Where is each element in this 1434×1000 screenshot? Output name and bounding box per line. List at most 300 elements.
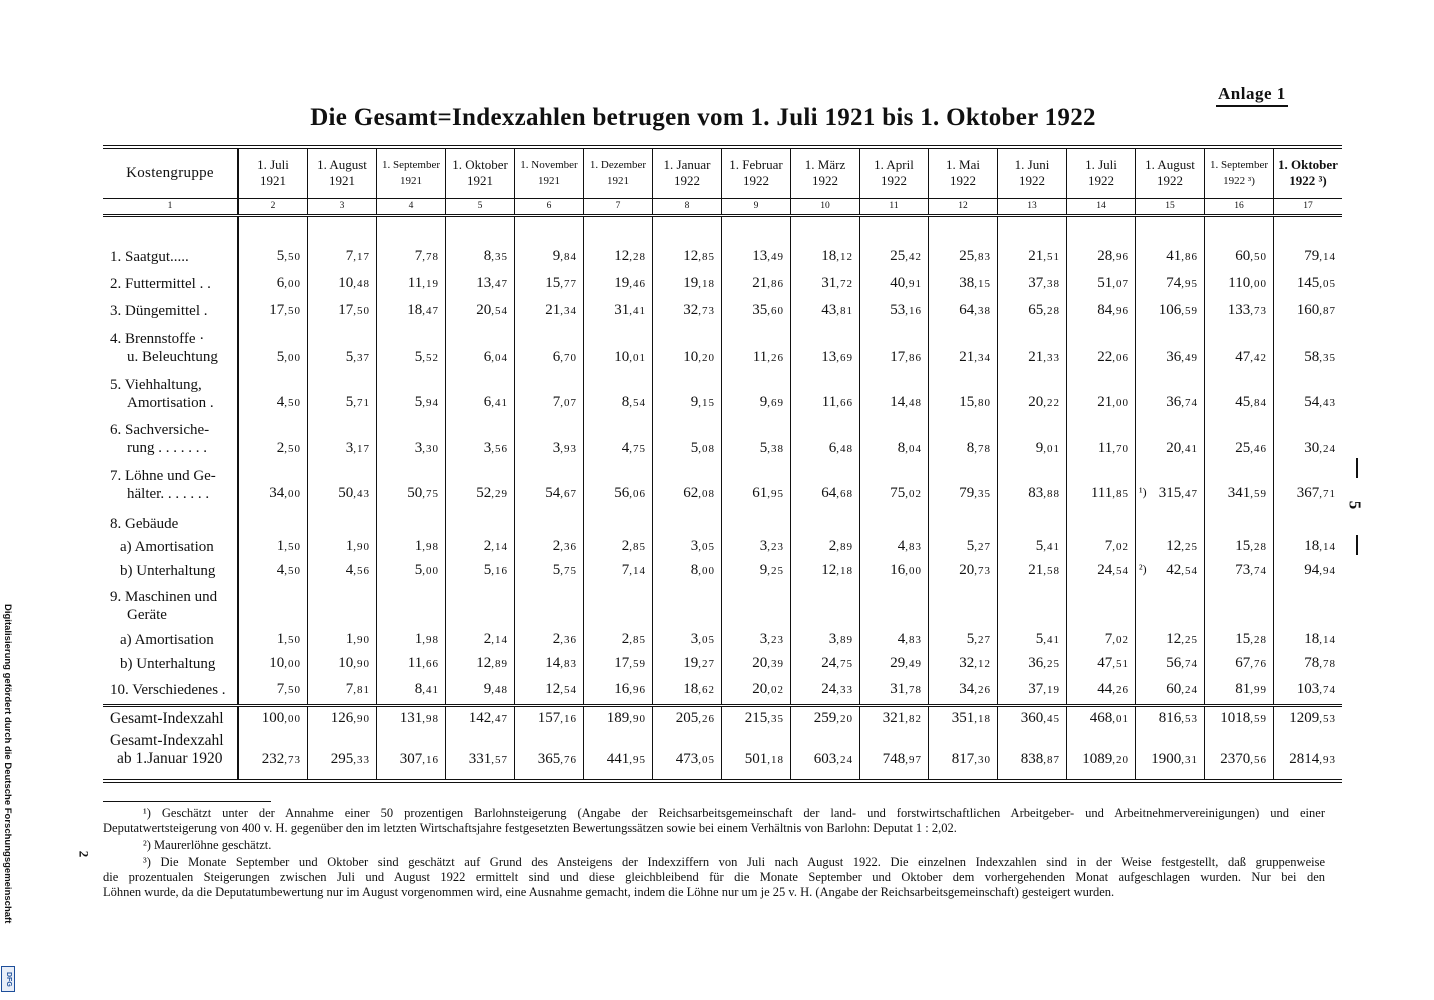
- value: [407, 485, 439, 501]
- value-cell: [1067, 535, 1136, 558]
- column-number: 13: [998, 198, 1067, 215]
- value-decimal: ,58: [1043, 565, 1060, 577]
- value-integer: 205: [675, 710, 699, 727]
- value: [691, 394, 715, 410]
- empty-cell: [1067, 507, 1136, 535]
- value-cell: [791, 416, 860, 462]
- value-integer: 12: [821, 562, 837, 578]
- value-cell: [1274, 297, 1343, 324]
- value-integer: 50: [338, 485, 354, 501]
- value-decimal: ,85: [1112, 488, 1129, 500]
- value-decimal: ,30: [422, 443, 439, 455]
- value-decimal: ,29: [491, 488, 508, 500]
- value-cell: [1136, 297, 1205, 324]
- value-integer: 24: [1097, 562, 1113, 578]
- value: [545, 681, 577, 697]
- value-decimal: ,38: [1043, 278, 1060, 290]
- value-integer: 54: [1304, 394, 1320, 410]
- value-decimal: ,33: [836, 684, 853, 697]
- footnote-line: Löhnen wurde, da die Deputatumbewertung nur im August vorgenommen wird, eine Ausnahme gemacht, indem die Löhne nur um je 25 v. H. (Angabe der Reichsarbeitsgemeinschaft) gesteigert wurden.: [103, 885, 1115, 899]
- value-decimal: ,98: [422, 541, 439, 553]
- value-decimal: ,28: [1043, 305, 1060, 317]
- value-decimal: ,07: [1112, 278, 1129, 290]
- value-integer: 62: [683, 485, 699, 501]
- value-integer: 2: [621, 538, 630, 554]
- value: [469, 710, 508, 726]
- value: [1151, 751, 1198, 767]
- value-integer: 6: [552, 349, 561, 365]
- value-decimal: ,20: [1112, 754, 1129, 766]
- value: [415, 248, 439, 264]
- value-decimal: ,23: [767, 541, 784, 553]
- value-integer: 24: [821, 655, 837, 671]
- column-header: [308, 147, 377, 198]
- value-decimal: ,73: [974, 565, 991, 577]
- value: [415, 562, 439, 578]
- value-cell: [1067, 731, 1136, 781]
- value-integer: 36: [1166, 349, 1182, 365]
- value-integer: 11: [752, 349, 768, 365]
- value: [553, 562, 577, 578]
- table-row: [103, 558, 1342, 583]
- value-cell: [998, 270, 1067, 297]
- value: [545, 485, 577, 501]
- value: [277, 538, 301, 554]
- value-decimal: ,27: [974, 634, 991, 646]
- value-decimal: ,83: [560, 658, 577, 670]
- value: [1228, 275, 1267, 291]
- column-year: 1921: [260, 173, 286, 189]
- value: [890, 248, 922, 264]
- value-integer: 5: [759, 440, 768, 456]
- value-cell: [1067, 651, 1136, 676]
- value: [1235, 440, 1267, 456]
- value: [752, 302, 784, 318]
- page-title: Die Gesamt=Indexzahlen betrugen vom 1. Juli 1921 bis 1. Oktober 1922: [310, 104, 1096, 131]
- value-decimal: ,18: [698, 278, 715, 290]
- value: [1166, 248, 1198, 264]
- value: [1091, 485, 1129, 501]
- column-date: 1. Mai: [946, 157, 980, 173]
- value: [415, 394, 439, 410]
- value: [890, 275, 922, 291]
- value-cell: [1205, 371, 1274, 416]
- value-cell: [308, 731, 377, 781]
- value-cell: [1205, 558, 1274, 583]
- value-integer: 31: [821, 275, 837, 291]
- value-cell: [1067, 270, 1136, 297]
- value-decimal: ,17: [353, 443, 370, 455]
- value-decimal: ,49: [1181, 352, 1198, 364]
- value-integer: 1: [345, 631, 354, 647]
- value: [1228, 302, 1267, 318]
- value: [469, 751, 508, 767]
- value: [545, 302, 577, 318]
- value: [262, 751, 301, 767]
- value-cell: [446, 416, 515, 462]
- value-integer: 1900: [1151, 751, 1182, 767]
- value: [883, 710, 922, 726]
- value-cell: [377, 676, 446, 705]
- value-decimal: ,24: [836, 754, 853, 766]
- value-decimal: ,89: [836, 634, 853, 646]
- value-cell: [1205, 297, 1274, 324]
- value-decimal: ,00: [284, 713, 301, 726]
- value-integer: 81: [1235, 681, 1251, 698]
- value-integer: 7: [1104, 631, 1113, 647]
- value-decimal: ,66: [422, 658, 439, 670]
- value-decimal: ,01: [629, 352, 646, 364]
- value: [1220, 751, 1267, 767]
- value: [821, 681, 853, 697]
- empty-cell: [929, 215, 998, 243]
- value-decimal: ,31: [1181, 754, 1198, 766]
- value-decimal: ,33: [1043, 352, 1060, 364]
- value-cell: [722, 243, 791, 270]
- footnotes: [103, 806, 1325, 900]
- column-date: 1. September: [381, 159, 441, 172]
- value-cell: [998, 731, 1067, 781]
- value: [484, 440, 508, 456]
- value-decimal: ,01: [1112, 713, 1129, 726]
- value-decimal: ,04: [491, 352, 508, 364]
- value-cell: [929, 371, 998, 416]
- table-row: [103, 731, 1342, 781]
- value-integer: 1089: [1082, 751, 1113, 767]
- value-integer: 3: [414, 440, 423, 456]
- value-integer: 7: [345, 248, 354, 264]
- value-cell: [1067, 243, 1136, 270]
- table-row: [103, 324, 1342, 371]
- value: [829, 631, 853, 647]
- value-integer: 47: [1097, 655, 1113, 671]
- value-decimal: ,66: [836, 397, 853, 409]
- value-integer: 10: [269, 655, 285, 671]
- table-row: [103, 243, 1342, 270]
- value-decimal: ,71: [353, 397, 370, 409]
- value-cell: [308, 558, 377, 583]
- value: [1304, 394, 1336, 410]
- value-integer: 31: [614, 302, 630, 318]
- empty-cell: [653, 583, 722, 628]
- value: [484, 349, 508, 365]
- value-cell: [238, 297, 308, 324]
- value-integer: 4: [276, 394, 285, 410]
- value-integer: 58: [1304, 349, 1320, 365]
- value-decimal: ,48: [491, 684, 508, 697]
- value-integer: 111: [1090, 485, 1113, 501]
- value: [890, 485, 922, 501]
- value-integer: 215: [744, 710, 768, 727]
- value-cell: [791, 462, 860, 507]
- value: [1297, 275, 1336, 291]
- column-date: 1. November: [520, 159, 578, 172]
- value: [277, 248, 301, 264]
- value-decimal: ,17: [353, 251, 370, 263]
- value-decimal: ,48: [905, 397, 922, 409]
- value-integer: 5: [483, 562, 492, 578]
- value-cell: [998, 243, 1067, 270]
- empty-cell: [446, 507, 515, 535]
- value-decimal: ,57: [491, 754, 508, 766]
- empty-cell: [1067, 215, 1136, 243]
- value-integer: 1: [414, 538, 423, 554]
- value-decimal: ,26: [1112, 684, 1129, 697]
- value: [1097, 349, 1129, 365]
- value: [959, 394, 991, 410]
- row-label-line: b) Unterhaltung: [120, 655, 216, 672]
- value-integer: 10: [338, 275, 354, 291]
- value-integer: 19: [614, 275, 630, 291]
- value-integer: 5: [1035, 631, 1044, 647]
- value-decimal: ,23: [767, 634, 784, 646]
- value-cell: [998, 535, 1067, 558]
- value-cell: [446, 535, 515, 558]
- value-decimal: ,47: [422, 305, 439, 317]
- value: [400, 710, 439, 726]
- value-cell: [722, 462, 791, 507]
- value-decimal: ,41: [1181, 443, 1198, 455]
- table-row: [103, 535, 1342, 558]
- value-decimal: ,70: [560, 352, 577, 364]
- value: [821, 275, 853, 291]
- value-cell: [377, 628, 446, 651]
- value: [1097, 655, 1129, 671]
- value: [752, 655, 784, 671]
- value-integer: 21: [1028, 248, 1044, 264]
- value: [1235, 394, 1267, 410]
- value-cell: [860, 651, 929, 676]
- value: [1304, 538, 1336, 554]
- value-integer: 37: [1028, 681, 1044, 698]
- appendix-label: Anlage 1: [1216, 84, 1288, 107]
- value-cell: [1274, 731, 1343, 781]
- value: [829, 440, 853, 456]
- value-cell: [238, 731, 308, 781]
- value-integer: 34: [959, 681, 975, 698]
- value-integer: 20: [752, 681, 768, 698]
- value-integer: 29: [890, 655, 906, 671]
- value: [890, 349, 922, 365]
- value: [538, 710, 577, 726]
- value-integer: 4: [897, 631, 906, 647]
- value-decimal: ,96: [1112, 305, 1129, 317]
- column-number: 9: [722, 198, 791, 215]
- value: [821, 485, 853, 501]
- value-cell: [238, 462, 308, 507]
- value: [683, 275, 715, 291]
- value: [898, 631, 922, 647]
- value-cell: [446, 270, 515, 297]
- value-decimal: ,95: [767, 488, 784, 500]
- value-cell: [584, 731, 653, 781]
- row-label-line: Amortisation .: [127, 394, 214, 411]
- value-decimal: ,50: [284, 541, 301, 553]
- value-integer: 2370: [1220, 751, 1251, 767]
- value-integer: 17: [614, 655, 630, 671]
- value-cell: [1205, 705, 1274, 731]
- value-decimal: ,50: [284, 684, 301, 697]
- value-cell: [653, 731, 722, 781]
- value-cell: [1136, 558, 1205, 583]
- value-integer: 12: [1166, 631, 1182, 647]
- empty-cell: [791, 215, 860, 243]
- value-decimal: ,14: [629, 565, 646, 577]
- value-integer: 2: [552, 538, 561, 554]
- value: [1220, 710, 1267, 726]
- value-integer: 10: [614, 349, 630, 365]
- value: [1159, 710, 1198, 726]
- value-decimal: ,52: [422, 352, 439, 364]
- value-cell: [515, 270, 584, 297]
- value-decimal: ,90: [629, 713, 646, 726]
- page-number-left: 2: [76, 850, 92, 858]
- value-cell: [377, 371, 446, 416]
- table-row: [103, 462, 1342, 507]
- value: [415, 631, 439, 647]
- value: [683, 681, 715, 697]
- value-cell: [308, 651, 377, 676]
- value-decimal: ,51: [1043, 251, 1060, 263]
- value: [553, 248, 577, 264]
- value-decimal: ,06: [629, 488, 646, 500]
- table-row: [103, 583, 1342, 628]
- value-decimal: ,19: [1043, 684, 1060, 697]
- value-cell: [722, 731, 791, 781]
- value-cell: [1205, 731, 1274, 781]
- value-cell: [722, 270, 791, 297]
- table-row: [103, 676, 1342, 705]
- value-integer: 365: [537, 751, 561, 767]
- value-integer: 37: [1028, 275, 1044, 291]
- value-decimal: ,83: [974, 251, 991, 263]
- value-decimal: ,62: [698, 684, 715, 697]
- value-integer: 603: [813, 751, 837, 767]
- row-label-line: 1. Saatgut.....: [110, 248, 189, 265]
- value: [622, 631, 646, 647]
- value: [890, 302, 922, 318]
- value-cell: [1274, 676, 1343, 705]
- value-decimal: ,83: [905, 634, 922, 646]
- value: [959, 655, 991, 671]
- column-year: 1922: [881, 173, 907, 189]
- column-number: 5: [446, 198, 515, 215]
- value-decimal: ,47: [491, 278, 508, 290]
- value-cell: [653, 705, 722, 731]
- value-integer: 4: [897, 538, 906, 554]
- value-cell: [1274, 628, 1343, 651]
- value-decimal: ,00: [1250, 278, 1267, 290]
- value-integer: 74: [1166, 275, 1182, 291]
- value-decimal: ,56: [491, 443, 508, 455]
- value-integer: 501: [744, 751, 768, 767]
- value-cell: [722, 324, 791, 371]
- value: [553, 349, 577, 365]
- value: [476, 655, 508, 671]
- value: [614, 248, 646, 264]
- value-decimal: ,16: [491, 565, 508, 577]
- value-integer: 13: [821, 349, 837, 365]
- value-integer: 315: [1158, 485, 1182, 501]
- value-integer: 36: [1028, 655, 1044, 671]
- empty-cell: [998, 215, 1067, 243]
- value-decimal: ,86: [1181, 251, 1198, 263]
- value-cell: [653, 651, 722, 676]
- value-integer: 15: [1235, 631, 1251, 647]
- value-integer: 11: [1097, 440, 1113, 456]
- value-integer: 75: [890, 485, 906, 501]
- value-decimal: ,46: [1250, 443, 1267, 455]
- value-decimal: ,74: [1181, 397, 1198, 409]
- value-cell: [515, 297, 584, 324]
- value-integer: 106: [1158, 302, 1182, 318]
- value-cell: [860, 628, 929, 651]
- value-cell: [1067, 371, 1136, 416]
- value-integer: 468: [1089, 710, 1113, 727]
- value-cell: [308, 243, 377, 270]
- value-decimal: ,98: [422, 713, 439, 726]
- value-decimal: ,18: [767, 754, 784, 766]
- value-decimal: ,24: [1181, 684, 1198, 697]
- footnote-marker: ¹): [1139, 485, 1147, 499]
- value-cell: [1136, 676, 1205, 705]
- value-decimal: ,86: [905, 352, 922, 364]
- value-decimal: ,59: [1181, 305, 1198, 317]
- row-label: [103, 705, 238, 731]
- column-year: 1921: [538, 175, 560, 188]
- value: [1235, 349, 1267, 365]
- row-label-line: 8. Gebäude: [110, 516, 179, 532]
- value-integer: 64: [821, 485, 837, 501]
- value: [269, 485, 301, 501]
- value: [1028, 485, 1060, 501]
- value-integer: 21: [1028, 349, 1044, 365]
- column-header: [722, 147, 791, 198]
- value-decimal: ,14: [1319, 541, 1336, 553]
- value: [760, 394, 784, 410]
- value-cell: [929, 243, 998, 270]
- value-decimal: ,28: [1250, 541, 1267, 553]
- value-integer: 4: [345, 562, 354, 578]
- table-row: [103, 371, 1342, 416]
- value: [1235, 248, 1267, 264]
- value: [683, 485, 715, 501]
- value: [952, 710, 991, 726]
- value-integer: 73: [1235, 562, 1251, 578]
- value-integer: 20: [476, 302, 492, 318]
- value-integer: 7: [1104, 538, 1113, 554]
- value-cell: [1205, 676, 1274, 705]
- value: [814, 751, 853, 767]
- empty-cell: [1136, 583, 1205, 628]
- value-decimal: ,16: [560, 713, 577, 726]
- value-cell: [1136, 324, 1205, 371]
- value-integer: 20: [959, 562, 975, 578]
- value-cell: [377, 535, 446, 558]
- value-decimal: ,53: [1319, 713, 1336, 726]
- value-integer: 60: [1235, 248, 1251, 264]
- value: [821, 655, 853, 671]
- value-decimal: ,07: [560, 397, 577, 409]
- column-number: 4: [377, 198, 446, 215]
- value-decimal: ,69: [767, 397, 784, 409]
- value-cell: [308, 324, 377, 371]
- column-year: 1922: [1157, 173, 1183, 189]
- value-integer: 441: [606, 751, 630, 767]
- value: [1021, 710, 1060, 726]
- value-integer: 142: [468, 710, 492, 727]
- value-integer: 32: [959, 655, 975, 671]
